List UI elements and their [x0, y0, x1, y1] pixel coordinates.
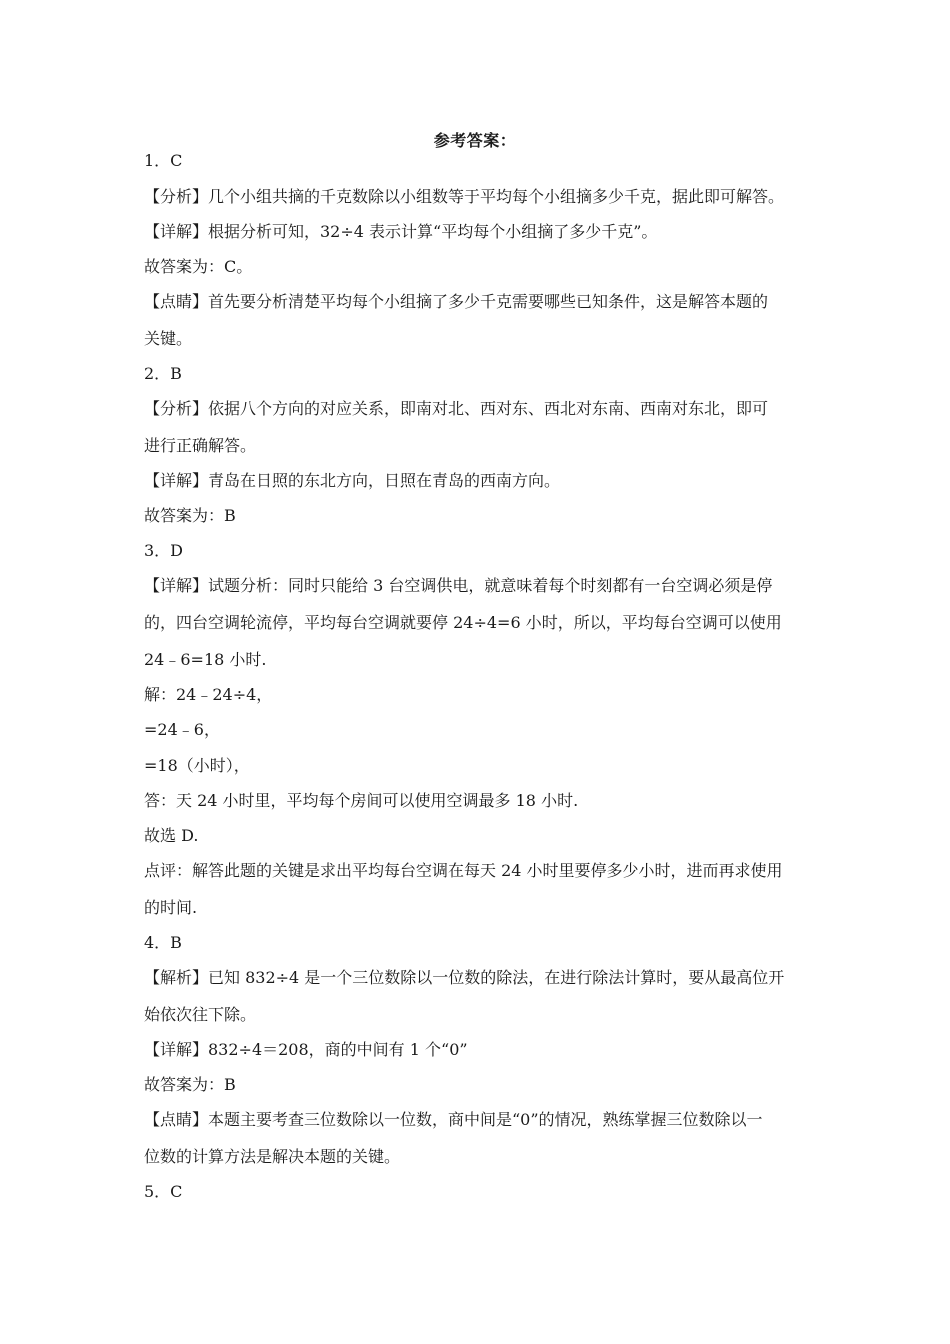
- solution-step: 解：24﹣24÷4，: [144, 685, 273, 704]
- page-title: 参考答案：: [433, 131, 517, 150]
- comment-text: 【点睛】首先要分析清楚平均每个小组摘了多少千克需要哪些已知条件，这是解答本题的: [144, 292, 769, 311]
- answer-text: 故答案为：C。: [144, 257, 253, 276]
- analysis-text: 【解析】已知 832÷4 是一个三位数除以一位数的除法，在进行除法计算时，要从最高位开: [144, 968, 785, 987]
- solution-answer: 答：天 24 小时里，平均每个房间可以使用空调最多 18 小时.: [144, 791, 579, 810]
- solution-step: =18（小时），: [144, 756, 250, 775]
- analysis-text-continued: 进行正确解答。: [144, 436, 257, 455]
- answer-number: 2．B: [144, 364, 182, 383]
- comment-text-continued: 的时间.: [144, 898, 198, 917]
- detail-text: 【详解】青岛在日照的东北方向，日照在青岛的西南方向。: [144, 471, 561, 490]
- comment-text-continued: 位数的计算方法是解决本题的关键。: [144, 1147, 401, 1166]
- answer-number: 5．C: [144, 1182, 183, 1201]
- analysis-text: 【分析】几个小组共摘的千克数除以小组数等于平均每个小组摘多少千克，据此即可解答。: [144, 187, 785, 206]
- detail-text: 【详解】832÷4＝208，商的中间有 1 个“0”: [144, 1040, 468, 1059]
- answer-text: 故选 D.: [144, 826, 199, 845]
- answer-number: 1．C: [144, 151, 183, 170]
- analysis-text: 【分析】依据八个方向的对应关系，即南对北、西对东、西北对东南、西南对东北，即可: [144, 399, 769, 418]
- detail-text-continued: 的，四台空调轮流停，平均每台空调就要停 24÷4=6 小时，所以，平均每台空调可以使用: [144, 613, 782, 632]
- comment-text: 【点睛】本题主要考查三位数除以一位数，商中间是“0”的情况，熟练掌握三位数除以一: [144, 1110, 763, 1129]
- comment-text: 点评：解答此题的关键是求出平均每台空调在每天 24 小时里要停多少小时，进而再求使用: [144, 861, 783, 880]
- analysis-text-continued: 始依次往下除。: [144, 1005, 257, 1024]
- detail-text-continued: 24﹣6=18 小时.: [144, 650, 267, 669]
- answer-text: 故答案为：B: [144, 1075, 236, 1094]
- detail-text: 【详解】试题分析：同时只能给 3 台空调供电，就意味着每个时刻都有一台空调必须是停: [144, 576, 773, 595]
- answer-text: 故答案为：B: [144, 506, 236, 525]
- answer-number: 4．B: [144, 933, 182, 952]
- comment-text-continued: 关键。: [144, 329, 193, 348]
- answer-number: 3．D: [144, 541, 184, 560]
- detail-text: 【详解】根据分析可知，32÷4 表示计算“平均每个小组摘了多少千克”。: [144, 222, 658, 241]
- solution-step: =24﹣6，: [144, 720, 220, 739]
